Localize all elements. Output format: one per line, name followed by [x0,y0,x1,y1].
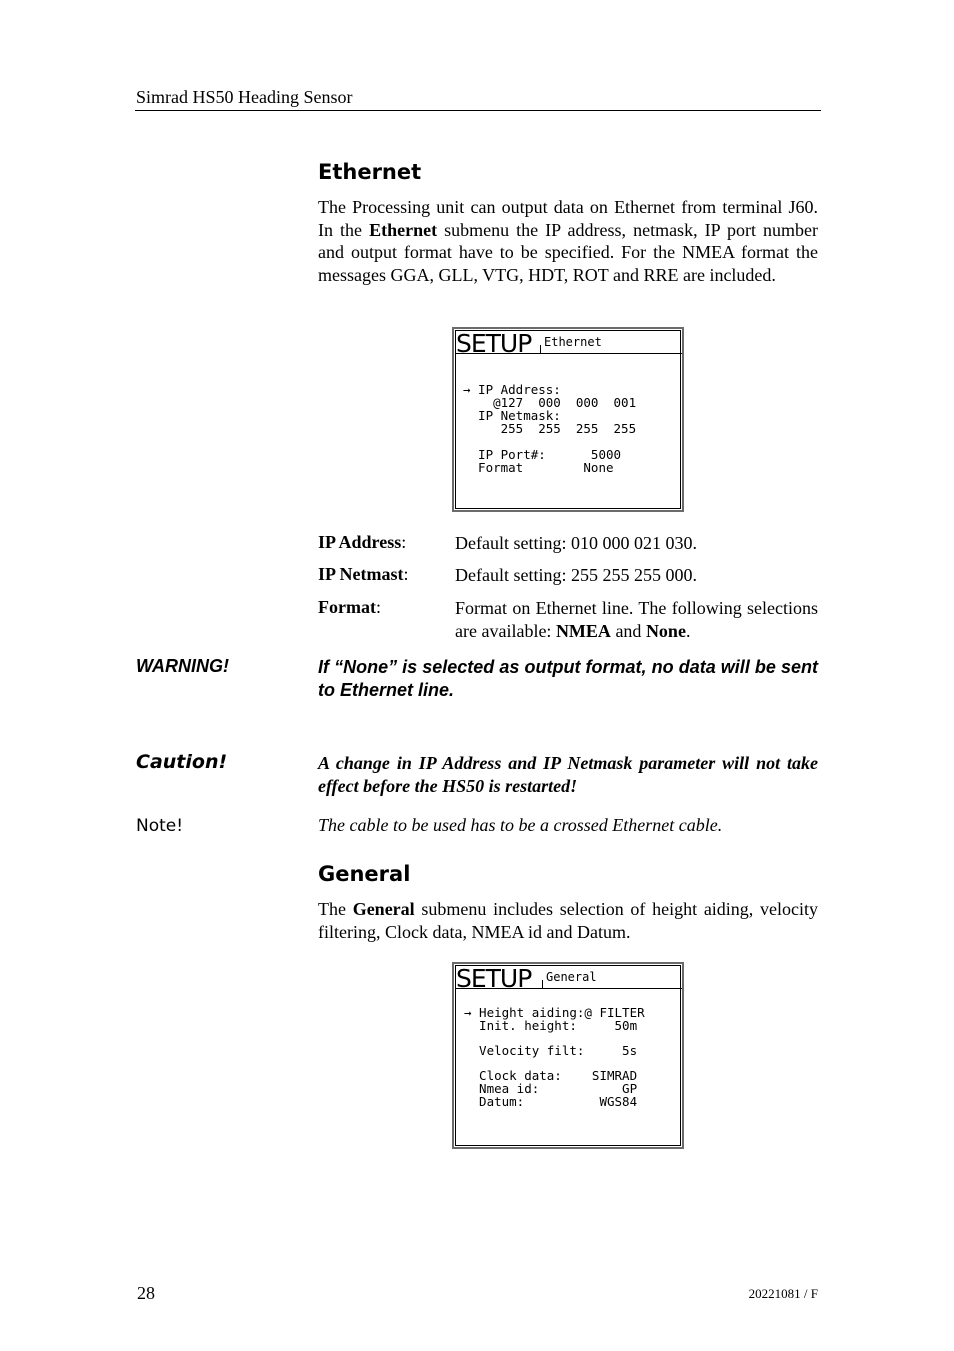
ethernet-paragraph: The Processing unit can output data on Ethernet from terminal J60. In the Ethernet submenu the IP address, netmask, IP port number and output format have to be specified. For the NMEA format the messages GGA, GLL, VTG, HDT, ROT and RRE are included. [318,197,819,285]
def-term-ip-address: IP Address: [318,532,407,552]
running-header: Simrad HS50 Heading Sensor [136,87,353,107]
page-number: 28 [137,1283,155,1303]
general-heading: General [318,862,411,886]
screen-subtitle: General [546,970,597,984]
warning-text: If “None” is selected as output format, no data will be sent to Ethernet line. [318,657,818,700]
screen-title: SETUP [456,329,532,358]
screen-line: Format None [463,460,614,475]
ethernet-setup-screen [452,327,684,512]
warning-label: WARNING! [136,656,229,676]
screen-line: IP Netmask: [463,408,561,423]
note-text: The cable to be used has to be a crossed Ethernet cable. [318,815,723,835]
def-text-format: Format on Ethernet line. The following selections are available: NMEA and None. [455,598,818,641]
header-rule [135,110,821,111]
screen-title-rule [456,988,682,989]
screen-line: → IP Address: [463,382,561,397]
screen-line: Nmea id: GP [464,1081,638,1096]
def-text-ip-address: Default setting: 010 000 021 030. [455,533,697,553]
screen-line: Clock data: SIMRAD [464,1068,638,1083]
caution-label: Caution! [136,751,228,773]
document-number: 20221081 / F [748,1286,818,1301]
screen-subtitle: Ethernet [544,335,602,349]
def-term-ip-netmast: IP Netmast: [318,564,409,584]
general-paragraph: The General submenu includes selection of height aiding, velocity filtering, Clock data, NMEA id and Datum. [318,899,818,942]
screen-line: 255 255 255 255 [463,421,637,436]
def-term-format: Format: [318,597,381,617]
screen-title-tick [540,345,541,353]
def-text-ip-netmast: Default setting: 255 255 255 000. [455,565,697,585]
general-setup-screen [452,962,684,1149]
screen-line: → Height aiding:@ FILTER [464,1005,645,1020]
screen-title-rule [456,353,682,354]
screen-line: Datum: WGS84 [464,1094,638,1109]
note-label: Note! [136,816,184,836]
screen-title-tick [542,980,543,988]
screen-title: SETUP [456,964,532,993]
ethernet-heading: Ethernet [318,160,422,184]
screen-line: Velocity filt: 5s [464,1043,638,1058]
caution-text: A change in IP Address and IP Netmask parameter will not take effect before the HS50 is restarted! [318,753,818,796]
screen-line: Init. height: 50m [464,1018,638,1033]
screen-line: IP Port#: 5000 [463,447,622,462]
screen-line: @127 000 000 001 [463,395,637,410]
